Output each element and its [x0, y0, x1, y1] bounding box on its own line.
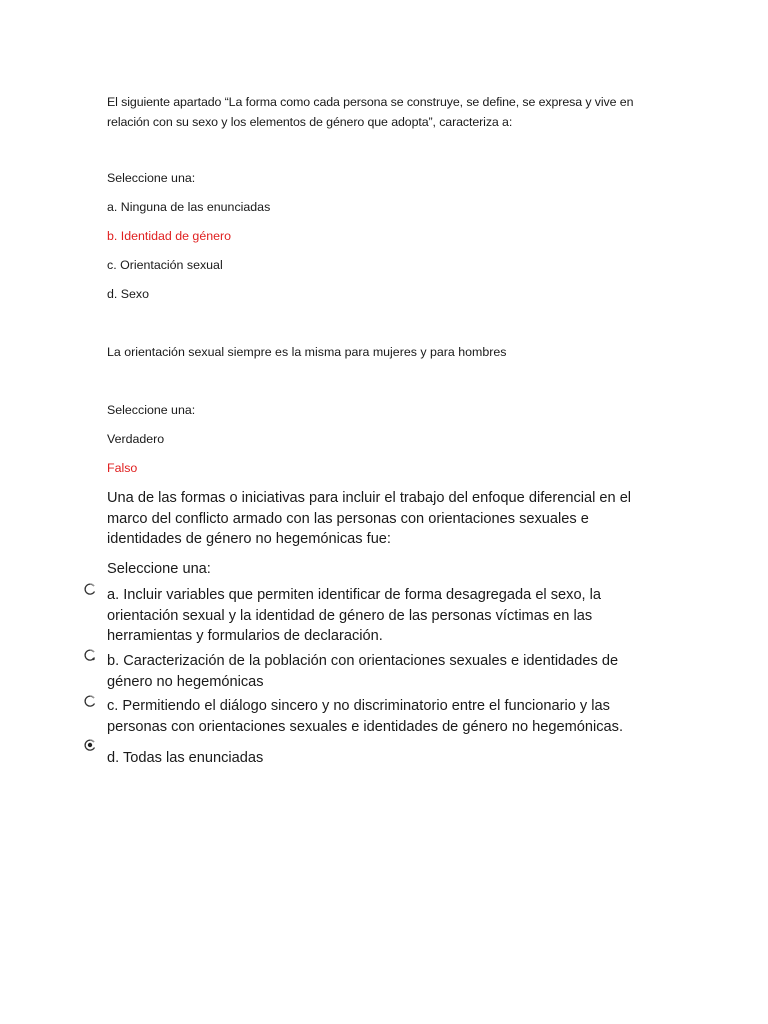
question-3-option-d[interactable]: d. Todas las enunciadas [107, 750, 264, 766]
radio-option-b-icon[interactable] [83, 648, 97, 662]
question-3-option-c[interactable]: c. Permitiendo el diálogo sincero y no discriminatorio entre el funcionario y las personas con orientaciones sexuales e identidades de género no hegemónicas. [107, 698, 623, 735]
question-2-prompt: Seleccione una: [107, 403, 196, 417]
question-2-option-false[interactable]: Falso [107, 461, 138, 475]
radio-option-a-icon[interactable] [83, 582, 97, 596]
question-1-option-a[interactable]: a. Ninguna de las enunciadas [107, 200, 271, 214]
question-1-prompt: Seleccione una: [107, 171, 196, 185]
question-3-option-b[interactable]: b. Caracterización de la población con orientaciones sexuales e identidades de género no hegemónicas [107, 653, 619, 690]
question-1-option-d[interactable]: d. Sexo [107, 287, 150, 301]
radio-option-c-icon[interactable] [83, 694, 97, 708]
question-1-option-b[interactable]: b. Identidad de género [107, 229, 232, 243]
question-1-option-c[interactable]: c. Orientación sexual [107, 258, 223, 272]
question-2-text: La orientación sexual siempre es la misma para mujeres y para hombres [107, 345, 507, 359]
question-2-option-true[interactable]: Verdadero [107, 432, 165, 446]
question-3-prompt: Seleccione una: [107, 561, 211, 577]
question-3-text: Una de las formas o iniciativas para incluir el trabajo del enfoque diferencial en el marco del conflicto armado con las personas con orientaciones sexuales e identidades de género no hegemónicas fue: [107, 490, 632, 548]
radio-option-d-selected-icon[interactable] [83, 738, 97, 752]
question-1-text: El siguiente apartado “La forma como cada persona se construye, se define, se expresa y vive en relación con su sexo y los elementos de género que adopta”, caracteriza a: [107, 95, 634, 129]
question-3-option-a[interactable]: a. Incluir variables que permiten identificar de forma desagregada el sexo, la orientación sexual y la identidad de género de las personas víctimas en las herramientas y formularios de declaración. [107, 587, 602, 645]
